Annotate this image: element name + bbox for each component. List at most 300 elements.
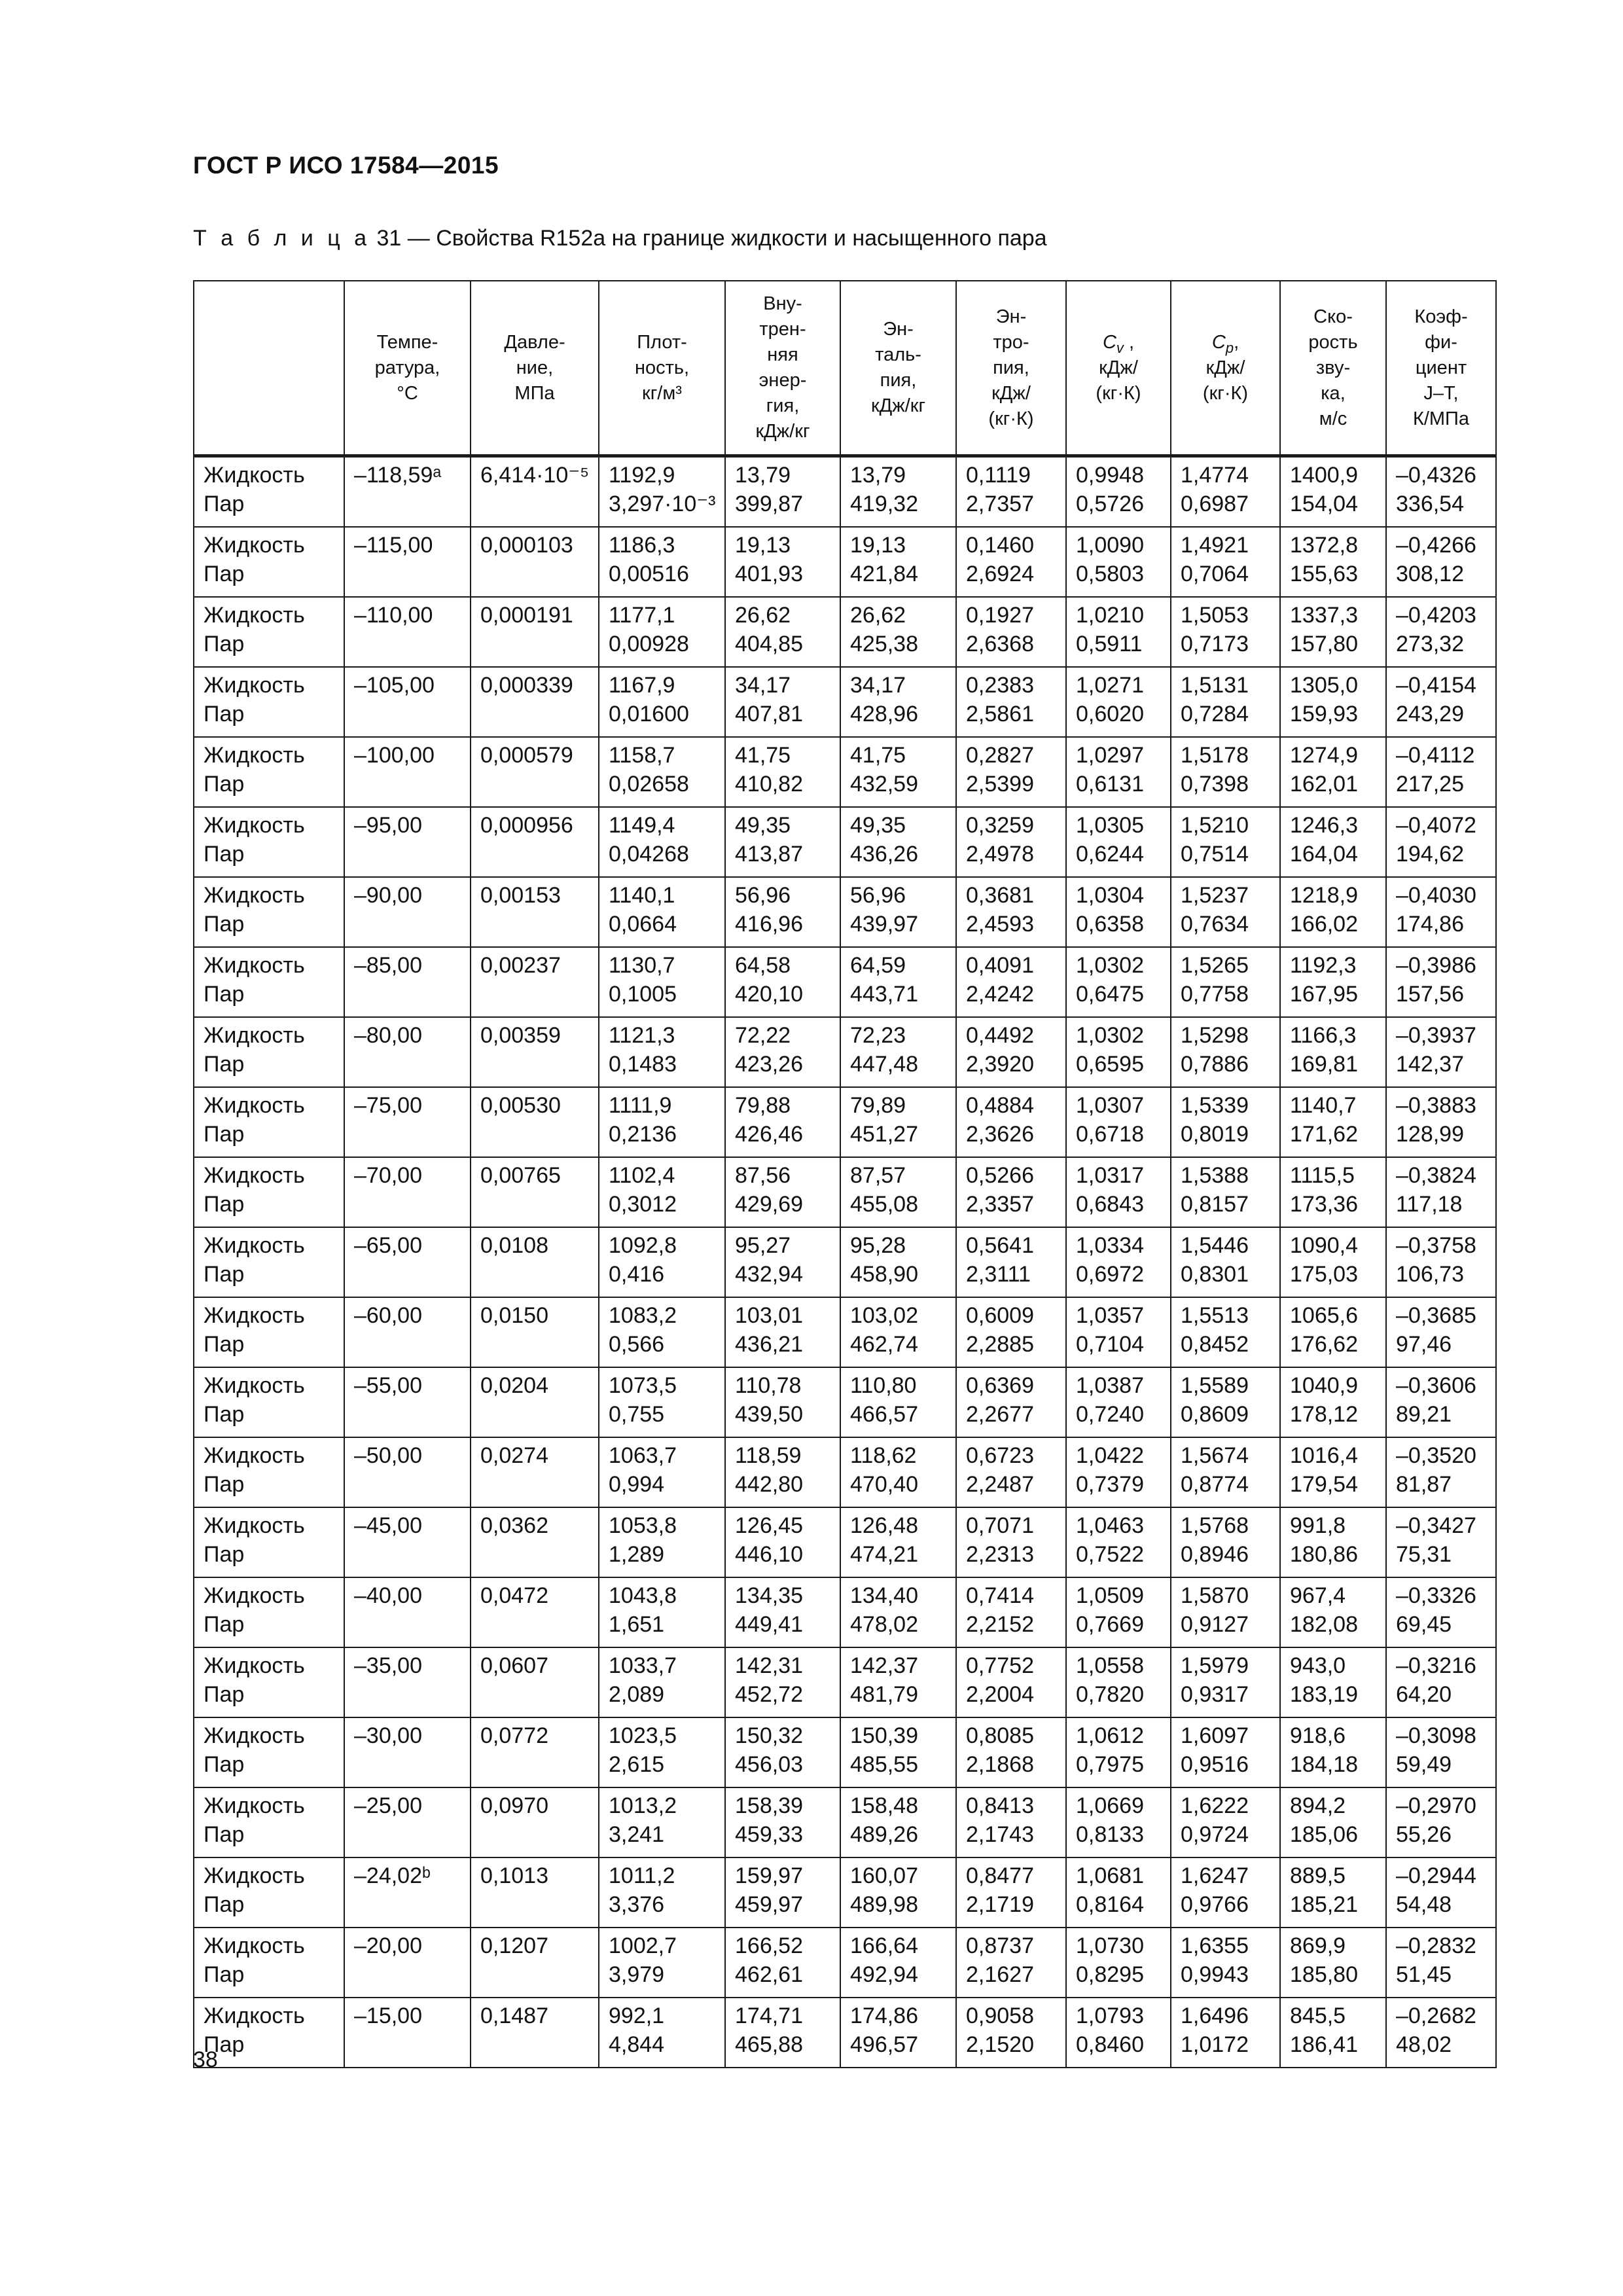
table-cell [194,1087,344,1157]
cell-value: 485,55 [850,1752,918,1777]
cell-value: 0,8477 [966,1863,1034,1888]
cell-value: 1,5513 [1181,1303,1249,1328]
table-cell [840,807,956,877]
cell-value: 0,7634 [1181,912,1249,937]
table-cell [599,1297,725,1367]
cell-value: 0,9516 [1181,1752,1249,1777]
table-cell [194,807,344,877]
table-cell [471,1647,599,1717]
table-cell [194,1437,344,1507]
cell-value: 2,3111 [966,1262,1031,1287]
cell-value: 0,0274 [480,1443,548,1468]
column-header-line: $C_v$ , [1102,331,1135,356]
cell-value: 1065,6 [1290,1303,1358,1328]
cell-value: 2,3920 [966,1052,1034,1077]
cell-value: 992,1 [609,2003,665,2028]
cell-value: 0,1460 [966,533,1034,558]
cell-value: 0,000191 [480,603,573,628]
column-header-line: ние, [516,357,554,378]
column-header-line: няя [767,344,798,365]
table-cell [344,1928,471,1998]
cell-value: 1,5210 [1181,813,1249,838]
cell-value: 126,48 [850,1513,918,1538]
table-row [194,527,1496,597]
cell-value: 2,4978 [966,842,1034,867]
table-cell [599,1717,725,1787]
cell-value: 0,0108 [480,1233,548,1258]
cell-value: 439,97 [850,912,918,937]
cell-value: –0,3758 [1396,1233,1476,1258]
cell-value: 0,8460 [1076,2032,1144,2057]
cell-value: 166,02 [1290,912,1358,937]
cell-value: 1,5674 [1181,1443,1249,1468]
column-header-line: J–T, [1423,382,1459,404]
cell-value: –20,00 [354,1933,422,1958]
table-cell [599,1928,725,1998]
table-cell [471,1017,599,1087]
cell-value: 0,7886 [1181,1052,1249,1077]
cell-value: 171,62 [1290,1122,1358,1147]
table-caption [193,226,1047,251]
cell-value: 1,0793 [1076,2003,1144,2028]
cell-value: 166,64 [850,1933,918,1958]
cell-value: –0,3098 [1396,1723,1476,1748]
cell-value: –0,4326 [1396,463,1476,488]
table-cell [1171,1017,1280,1087]
table-cell [344,1297,471,1367]
table-cell [599,1017,725,1087]
cell-value: –35,00 [354,1653,422,1678]
cell-value: 157,56 [1396,982,1464,1007]
cell-value: –90,00 [354,883,422,908]
table-cell [344,1507,471,1577]
cell-value: 126,45 [735,1513,803,1538]
cell-value: 889,5 [1290,1863,1346,1888]
cell-value: 0,8157 [1181,1192,1249,1217]
cell-value: 0,8019 [1181,1122,1249,1147]
cell-value: Пар [204,1682,245,1707]
cell-value: Пар [204,562,245,586]
cell-value: 1002,7 [609,1933,677,1958]
table-cell [471,1857,599,1928]
cell-value: –0,3427 [1396,1513,1476,1538]
cell-value: Жидкость [204,1233,305,1258]
table-cell [1066,1928,1171,1998]
table-cell [1386,1297,1496,1367]
cell-value: 447,48 [850,1052,918,1077]
column-header-0 [194,281,344,456]
cell-value: 489,98 [850,1892,918,1917]
table-cell [1066,1297,1171,1367]
cell-value: 75,31 [1396,1542,1452,1567]
cell-value: Жидкость [204,953,305,978]
cell-value: 1192,3 [1290,953,1357,978]
cell-value: 0,5266 [966,1163,1034,1188]
cell-value: 0,1483 [609,1052,677,1077]
cell-value: 413,87 [735,842,803,867]
column-header-line: Вну- [763,293,802,314]
cell-value: –60,00 [354,1303,422,1328]
cell-value: Пар [204,1402,245,1427]
cell-value: 1,0271 [1076,673,1144,698]
cell-value: –0,3986 [1396,953,1476,978]
table-cell [725,1017,840,1087]
cell-value: 79,88 [735,1093,791,1118]
cell-value: 432,59 [850,772,918,797]
cell-value: 180,86 [1290,1542,1358,1567]
table-cell [840,1928,956,1998]
cell-value: 1016,4 [1290,1443,1358,1468]
table-cell [344,1787,471,1857]
cell-value: 0,9724 [1181,1822,1249,1847]
cell-value: 0,00530 [480,1093,561,1118]
cell-value: 0,7379 [1076,1472,1144,1497]
table-cell [1280,1157,1386,1227]
cell-value: Пар [204,1822,245,1847]
table-cell [1066,1998,1171,2068]
table-row [194,807,1496,877]
table-cell [1280,1928,1386,1998]
table-cell [344,1437,471,1507]
table-cell [599,456,725,528]
cell-value: Жидкость [204,1023,305,1048]
table-cell [725,1367,840,1437]
cell-value: 0,8085 [966,1723,1034,1748]
column-header-2 [471,281,599,456]
cell-value: 1083,2 [609,1303,677,1328]
table-cell [840,1367,956,1437]
table-cell [1386,737,1496,807]
table-cell [1280,1297,1386,1367]
cell-value: 442,80 [735,1472,803,1497]
table-cell [840,1157,956,1227]
table-cell [956,1087,1066,1157]
table-cell [599,1367,725,1437]
cell-value: 0,9127 [1181,1612,1249,1637]
cell-value: 158,39 [735,1793,803,1818]
cell-value: 150,32 [735,1723,803,1748]
table-row [194,456,1496,528]
cell-value: 13,79 [850,463,906,488]
cell-value: 452,72 [735,1682,803,1707]
table-cell [956,456,1066,528]
column-header-5 [840,281,956,456]
table-cell [1280,807,1386,877]
column-header-line: трен- [759,319,806,340]
cell-value: 1,0509 [1076,1583,1144,1608]
cell-value: 0,6972 [1076,1262,1144,1287]
column-header-3 [599,281,725,456]
table-header [194,281,1496,456]
cell-value: 1,0090 [1076,533,1144,558]
cell-value: 1,0210 [1076,603,1144,628]
table-cell [599,1507,725,1577]
cell-value: 273,32 [1396,632,1464,656]
table-cell [1066,1717,1171,1787]
cell-value: –65,00 [354,1233,422,1258]
cell-value: 217,25 [1396,772,1464,797]
table-cell [956,807,1066,877]
table-cell [471,1227,599,1297]
cell-value: 489,26 [850,1822,918,1847]
cell-value: 19,13 [735,533,791,558]
cell-value: 478,02 [850,1612,918,1637]
cell-value: 79,89 [850,1093,906,1118]
cell-value: 1,0357 [1076,1303,1144,1328]
cell-value: 64,59 [850,953,906,978]
table-cell [599,527,725,597]
cell-value: 174,86 [1396,912,1464,937]
table-cell [194,1717,344,1787]
table-cell [344,947,471,1017]
table-cell [840,667,956,737]
column-header-line: МПа [514,382,555,404]
cell-value: 0,1119 [966,463,1031,488]
table-cell [344,1577,471,1647]
table-cell [471,1928,599,1998]
cell-value: Жидкость [204,2003,305,2028]
cell-value: 0,6358 [1076,912,1144,937]
cell-value: 1,0681 [1076,1863,1144,1888]
table-cell [956,1998,1066,2068]
table-cell [956,1857,1066,1928]
table-cell [1171,807,1280,877]
column-header-line: таль- [875,344,921,365]
table-cell [956,947,1066,1017]
cell-value: 0,1207 [480,1933,548,1958]
table-cell [194,597,344,667]
cell-value: 3,297·10⁻³ [609,492,716,516]
cell-value: 1011,2 [609,1863,675,1888]
cell-value: –0,4030 [1396,883,1476,908]
cell-value: 2,1719 [966,1892,1034,1917]
table-cell [344,877,471,947]
cell-value: 420,10 [735,982,803,1007]
column-header-line: зву- [1315,357,1351,378]
cell-value: 0,8164 [1076,1892,1144,1917]
cell-value: 0,000579 [480,743,573,768]
cell-value: 26,62 [735,603,791,628]
cell-value: –0,4203 [1396,603,1476,628]
cell-value: 1,0422 [1076,1443,1144,1468]
cell-value: 157,80 [1290,632,1358,656]
table-cell [1066,1367,1171,1437]
cell-value: 0,00359 [480,1023,561,1048]
table-cell [471,1717,599,1787]
cell-value: 69,45 [1396,1612,1452,1637]
table-row [194,1857,1496,1928]
cell-value: Жидкость [204,1163,305,1188]
table-cell [725,597,840,667]
cell-value: 142,31 [735,1653,803,1678]
cell-value: –85,00 [354,953,422,978]
cell-value: 474,21 [850,1542,918,1567]
cell-value: 918,6 [1290,1723,1346,1748]
table-cell [1280,1857,1386,1928]
cell-value: Жидкость [204,1933,305,1958]
cell-value: 1,5237 [1181,883,1249,908]
cell-value: 0,0607 [480,1653,548,1678]
table-row [194,1297,1496,1367]
cell-value: –0,3216 [1396,1653,1476,1678]
cell-value: 0,8737 [966,1933,1034,1958]
table-cell [1171,1647,1280,1717]
cell-value: 1,5388 [1181,1163,1249,1188]
cell-value: 49,35 [735,813,791,838]
cell-value: 1111,9 [609,1093,672,1118]
cell-value: Пар [204,1542,245,1567]
table-cell [344,1157,471,1227]
cell-value: –24,02ᵇ [354,1863,431,1888]
table-cell [1066,667,1171,737]
cell-value: Жидкость [204,1653,305,1678]
cell-value: 164,04 [1290,842,1358,867]
cell-value: 0,0772 [480,1723,548,1748]
table-cell [1280,1998,1386,2068]
table-cell [1066,737,1171,807]
table-cell [725,1437,840,1507]
column-header-line: м/с [1319,408,1347,429]
table-cell [725,527,840,597]
cell-value: Пар [204,1192,245,1217]
table-cell [840,1857,956,1928]
table-cell [840,527,956,597]
cell-value: Жидкость [204,1443,305,1468]
cell-value: –0,2970 [1396,1793,1476,1818]
cell-value: Жидкость [204,1793,305,1818]
table-cell [471,527,599,597]
table-cell [725,1087,840,1157]
cell-value: 2,089 [609,1682,665,1707]
cell-value: 1,5446 [1181,1233,1249,1258]
cell-value: Жидкость [204,1583,305,1608]
cell-value: 0,6020 [1076,702,1144,726]
table-cell [471,877,599,947]
cell-value: 173,36 [1290,1192,1358,1217]
table-cell [1171,1998,1280,2068]
cell-value: 1177,1 [609,603,675,628]
cell-value: 166,52 [735,1933,803,1958]
table-cell [956,877,1066,947]
cell-value: 0,4492 [966,1023,1034,1048]
cell-value: Пар [204,1962,245,1987]
cell-value: 0,5803 [1076,562,1144,586]
column-header-line: кДж/ [991,382,1031,404]
cell-value: 185,21 [1290,1892,1358,1917]
table-cell [599,667,725,737]
cell-value: 399,87 [735,492,803,516]
table-row [194,1227,1496,1297]
cell-value: 142,37 [850,1653,918,1678]
cell-value: 1166,3 [1290,1023,1357,1048]
table-cell [344,1087,471,1157]
table-cell [344,1017,471,1087]
table-cell [344,1998,471,2068]
cell-value: 34,17 [850,673,906,698]
cell-value: 154,04 [1290,492,1358,516]
table-cell [840,1227,956,1297]
cell-value: 1140,7 [1290,1093,1357,1118]
cell-value: 0,0150 [480,1303,548,1328]
table-cell [725,737,840,807]
table-cell [344,1857,471,1928]
cell-value: 967,4 [1290,1583,1346,1608]
cell-value: 1,6355 [1181,1933,1249,1958]
cell-value: 1149,4 [609,813,675,838]
cell-value: 117,18 [1396,1192,1463,1217]
table-cell [1280,597,1386,667]
cell-value: –40,00 [354,1583,422,1608]
cell-value: 4,844 [609,2032,665,2057]
cell-value: 436,26 [850,842,918,867]
table-cell [1386,1157,1496,1227]
table-cell [1066,1157,1171,1227]
cell-value: 0,7398 [1181,772,1249,797]
cell-value: 0,7820 [1076,1682,1144,1707]
table-cell [471,737,599,807]
table-cell [471,1787,599,1857]
cell-value: 2,2885 [966,1332,1034,1357]
table-cell [194,1507,344,1577]
cell-value: 0,00237 [480,953,561,978]
cell-value: 0,6723 [966,1443,1034,1468]
cell-value: 0,000339 [480,673,573,698]
table-cell [1171,597,1280,667]
cell-value: 0,6475 [1076,982,1144,1007]
table-cell [1280,1087,1386,1157]
cell-value: 95,28 [850,1233,906,1258]
cell-value: –25,00 [354,1793,422,1818]
table-cell [1386,1087,1496,1157]
cell-value: Жидкость [204,813,305,838]
table-cell [194,1367,344,1437]
cell-value: 1,5339 [1181,1093,1249,1118]
cell-value: 0,9948 [1076,463,1144,488]
cell-value: 1,0387 [1076,1373,1144,1398]
cell-value: 186,41 [1290,2032,1358,2057]
table-cell [1066,1577,1171,1647]
table-cell [1280,667,1386,737]
cell-value: 0,9317 [1181,1682,1249,1707]
table-cell [599,1998,725,2068]
table-cell [344,1367,471,1437]
cell-value: Жидкость [204,1863,305,1888]
table-cell [725,667,840,737]
column-header-line: фи- [1425,331,1457,353]
cell-value: 0,3681 [966,883,1034,908]
cell-value: –115,00 [354,533,433,558]
table-cell [840,1437,956,1507]
cell-value: 89,21 [1396,1402,1452,1427]
cell-value: 481,79 [850,1682,918,1707]
table-cell [1066,1437,1171,1507]
cell-value: 182,08 [1290,1612,1358,1637]
cell-value: Жидкость [204,1723,305,1748]
cell-value: 1,5131 [1181,673,1249,698]
cell-value: 179,54 [1290,1472,1358,1497]
table-cell [1280,1647,1386,1717]
cell-value: 1,5298 [1181,1023,1249,1048]
table-cell [194,1227,344,1297]
column-header-line: К/МПа [1412,408,1470,429]
cell-value: 0,7284 [1181,702,1249,726]
table-cell [1171,1157,1280,1227]
cell-value: 142,37 [1396,1052,1464,1077]
cell-value: 1023,5 [609,1723,677,1748]
cell-value: –0,3685 [1396,1303,1476,1328]
cell-value: 103,02 [850,1303,918,1328]
cell-value: 0,8609 [1181,1402,1249,1427]
